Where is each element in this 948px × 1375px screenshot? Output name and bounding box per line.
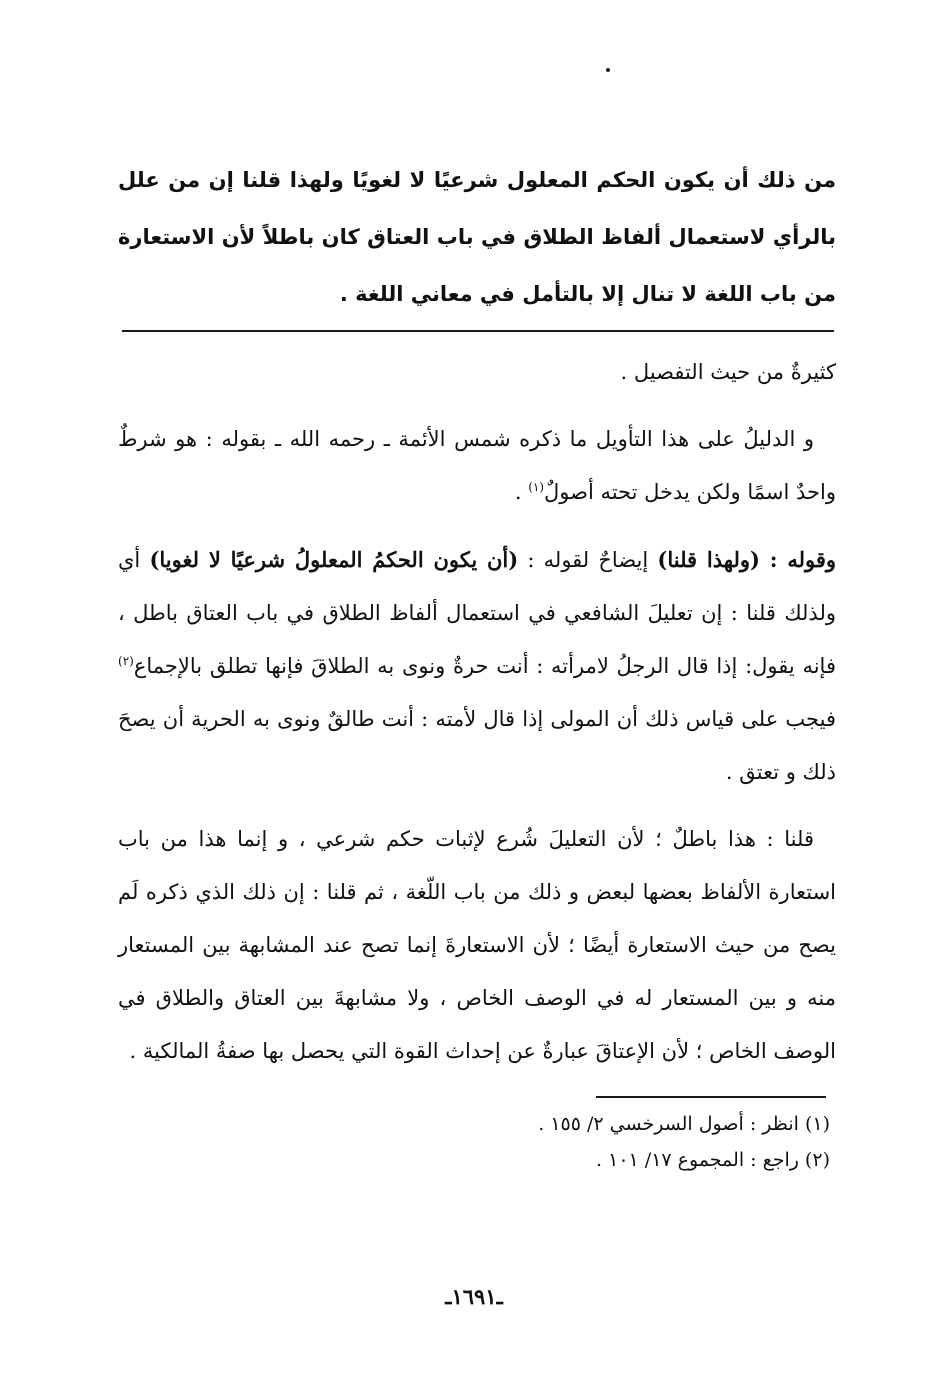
footnote-separator — [596, 1096, 826, 1098]
quoted-phrase-2: (أن يكون الحكمُ المعلولُ شرعيًا لا لغويا) — [149, 547, 519, 572]
matn-text: من ذلك أن يكون الحكم المعلول شرعيًا لا لغويًا ولهذا قلنا إن من علل بالرأي لاستعمال ألفاظ الطلاق في باب العتاق كان باطلاً لأن الاستعارة من باب اللغة لا تنال إلا بالتأمل في معاني اللغة . — [118, 168, 836, 306]
commentary — [118, 346, 836, 1078]
paragraph-3-rest-2: فيجب على قياس ذلك أن المولى إذا قال لأمته : أنت طالقٌ ونوى به الحرية أن يصحَ ذلك و تعتق . — [118, 707, 836, 784]
footnote-1: (١) انظر : أصول السرخسي ٢/ ١٥٥ . — [538, 1113, 830, 1135]
commentary-paragraph-2 — [118, 413, 836, 519]
quoted-phrase-1: (ولهذا قلنا) — [657, 547, 760, 572]
paragraph-3-rest-1: أي ولذلك قلنا : إن تعليلَ الشافعي في استعمال ألفاظ الطلاق في باب العتاق باطل ، فإنه يقول: إذا قال الرجلُ لامرأته : أنت حرةٌ ونوى به الطلاقَ فإنها تطلق بالإجماع — [118, 548, 836, 678]
paragraph-3-mid: إيضاحٌ لقوله : — [518, 548, 658, 572]
commentary-paragraph-3 — [118, 533, 836, 799]
paragraph-2-text: و الدليلُ على هذا التأويل ما ذكره شمس الأئمة ـ رحمه الله ـ بقوله : هو شرطٌ واحدٌ اسمًا ولكن يدخل تحته أصولٌ — [118, 427, 836, 504]
footnote-ref-1: (١) — [528, 480, 545, 494]
footnotes — [300, 1106, 830, 1178]
commentary-paragraph-1: كثيرةٌ من حيث التفصيل . — [620, 360, 836, 384]
commentary-paragraph-4: قلنا : هذا باطلٌ ؛ لأن التعليلَ شُرع لإثبات حكم شرعي ، و إنما هذا من باب استعارة الألفاظ بعضها لبعض و ذلك من باب اللّغة ، ثم قلنا : إن ذلك الذي ذكره لَم يصح من حيث الاستعارة أيضًا ؛ لأن الاستعارةَ إنما تصح عند المشابهة بين المستعار منه و بين المستعار له في الوصف الخاص ، ولا مشابهةَ بين العتاق والطلاق في الوصف الخاص ؛ لأن الإعتاقَ عبارةٌ عن إحداث القوة التي يحصل بها صفةُ المالكية . — [118, 827, 836, 1063]
matn-separator — [122, 330, 834, 332]
footnote-ref-2: (٢) — [118, 654, 134, 668]
paragraph-2-end: . — [514, 480, 529, 504]
page-number: ـ١٦٩١ـ — [445, 1284, 503, 1309]
ink-dot — [606, 68, 610, 72]
footnote-2: (٢) راجع : المجموع ١٧/ ١٠١ . — [596, 1149, 830, 1171]
paragraph-3-lead: وقوله : — [759, 547, 837, 572]
